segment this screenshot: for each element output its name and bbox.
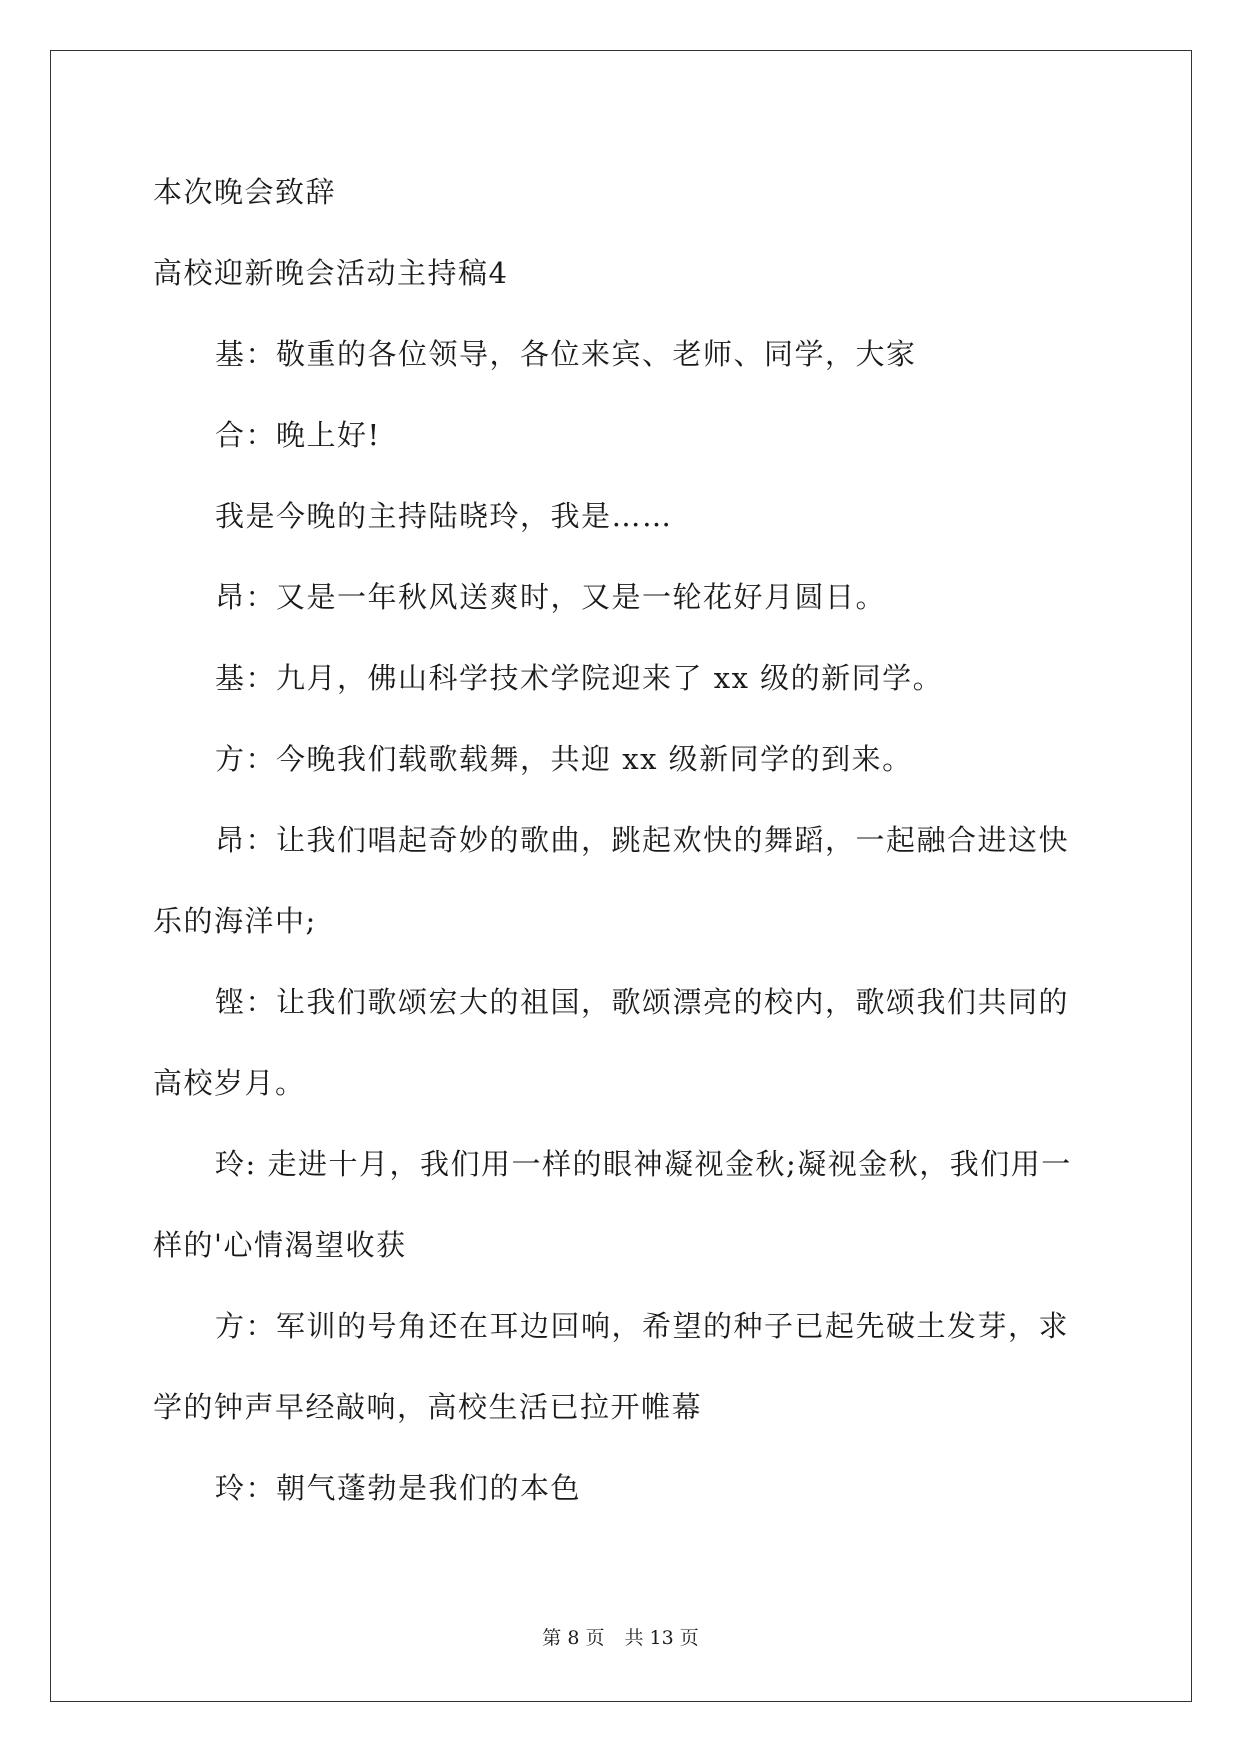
paragraph-line: 玲：朝气蓬勃是我们的本色 <box>215 1471 582 1505</box>
paragraph-line: 方：今晚我们载歌载舞，共迎 xx 级新同学的到来。 <box>215 742 913 776</box>
paragraph-continuation: 高校岁月。 <box>153 1066 306 1100</box>
page-border <box>50 50 1192 1702</box>
paragraph-line: 基：九月，佛山科学技术学院迎来了 xx 级的新同学。 <box>215 661 944 695</box>
page-total: 共 13 页 <box>624 1627 699 1649</box>
paragraph-line: 玲: 走进十月，我们用一样的眼神凝视金秋;凝视金秋，我们用一 <box>215 1147 1072 1181</box>
paragraph-continuation: 乐的海洋中; <box>153 904 317 938</box>
page-number: 第 8 页 <box>542 1627 605 1649</box>
section-heading: 高校迎新晚会活动主持稿4 <box>153 256 509 290</box>
paragraph-line: 我是今晚的主持陆晓玲，我是…… <box>215 499 673 533</box>
paragraph-continuation: 样的'心情渴望收获 <box>153 1228 407 1262</box>
paragraph-speech-title: 本次晚会致辞 <box>153 175 337 209</box>
paragraph-line: 昂：让我们唱起奇妙的歌曲，跳起欢快的舞蹈，一起融合进这快 <box>215 823 1070 857</box>
paragraph-continuation: 学的钟声早经敲响，高校生活已拉开帷幕 <box>153 1390 703 1424</box>
paragraph-line: 昂：又是一年秋风送爽时，又是一轮花好月圆日。 <box>215 580 887 614</box>
paragraph-line: 铿：让我们歌颂宏大的祖国，歌颂漂亮的校内，歌颂我们共同的 <box>215 985 1070 1019</box>
page-footer <box>0 1626 1241 1650</box>
paragraph-line: 方：军训的号角还在耳边回响，希望的种子已起先破土发芽，求 <box>215 1309 1070 1343</box>
paragraph-line: 基：敬重的各位领导，各位来宾、老师、同学，大家 <box>215 337 917 371</box>
paragraph-line: 合：晚上好! <box>215 418 381 452</box>
